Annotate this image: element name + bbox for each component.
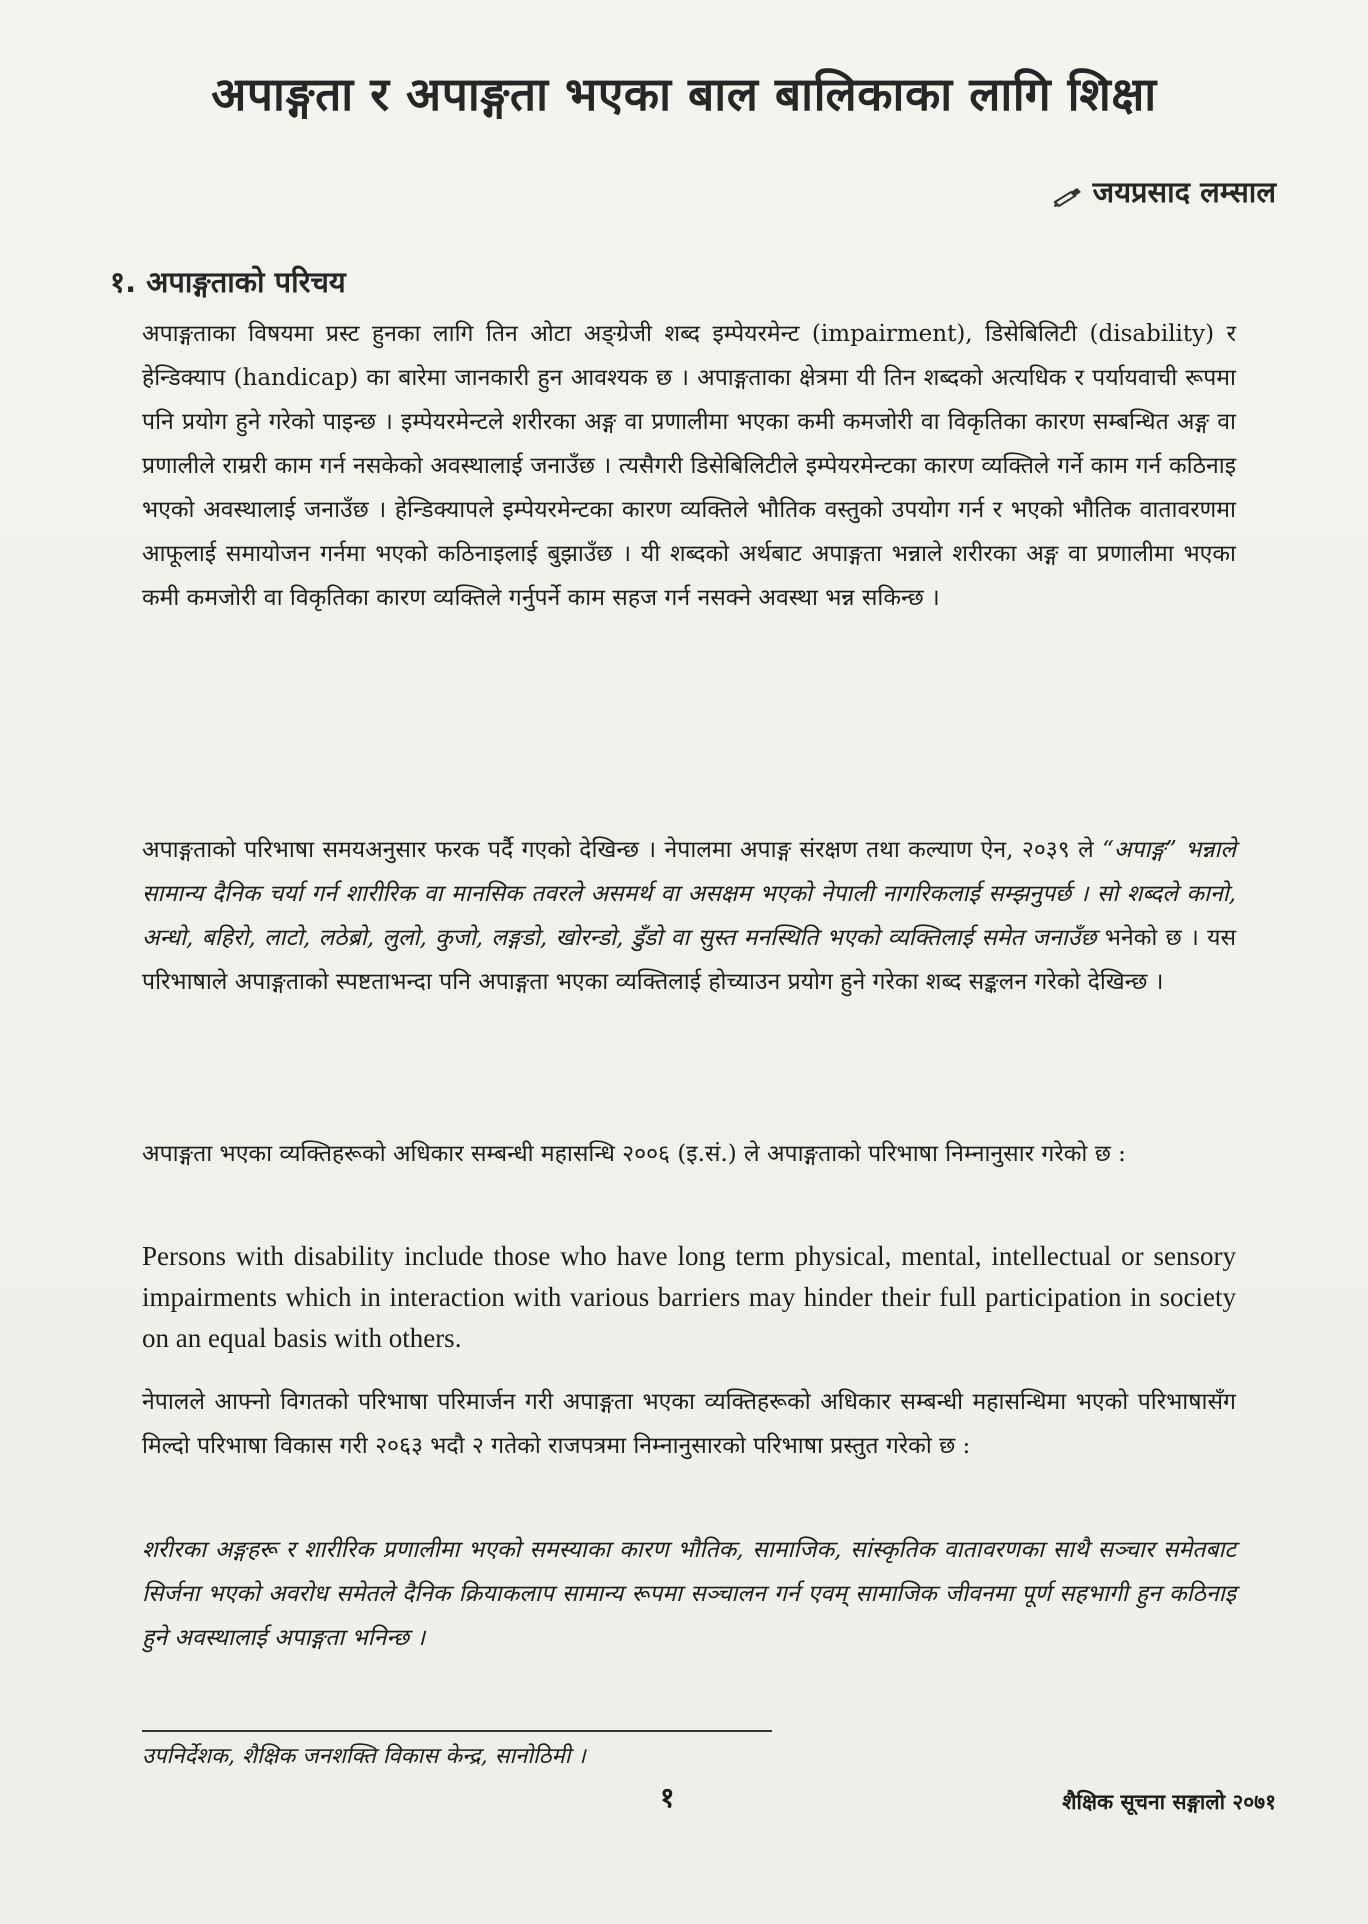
paragraph-4-english-quote: Persons with disability include those who have long term physical, mental, intellectual or sensory impairments which in interaction with various barriers may hinder their full participation in society on an equal basis with others. — [142, 1241, 1236, 1353]
journal-name: शैक्षिक सूचना सङ्गालो २०७१ — [1062, 1790, 1276, 1814]
paragraph-6-definition: शरीरका अङ्गहरू र शारीरिक प्रणालीमा भएको समस्याका कारण भौतिक, सामाजिक, सांस्कृतिक वातावरणका साथै सञ्चार समेतबाट सिर्जना भएको अवरोध समेतले दैनिक क्रियाकलाप सामान्य रूपमा सञ्चालन गर्न एवम् सामाजिक जीवनमा पूर्ण सहभागी हुन कठिनाइ हुने अवस्थालाई अपाङ्गता भनिन्छ । — [142, 1537, 1236, 1651]
paragraph-5: नेपालले आफ्नो विगतको परिभाषा परिमार्जन गरी अपाङ्गता भएका व्यक्तिहरूको अधिकार सम्बन्धी महासन्धिमा भएको परिभाषासँग मिल्दो परिभाषा विकास गरी २०६३ भदौ २ गतेको राजपत्रमा निम्नानुसारको परिभाषा प्रस्तुत गरेको छ : — [142, 1389, 1236, 1459]
section-heading: १. अपाङ्गताको परिचय — [110, 265, 346, 299]
author-name: जयप्रसाद लम्साल — [1092, 175, 1276, 209]
paragraph-1: अपाङ्गताका विषयमा प्रस्ट हुनका लागि तिन ओटा अङ्ग्रेजी शब्द इम्पेयरमेन्ट (impairment), डिसेबिलिटी (disability) र हेन्डिक्याप (handicap) का बारेमा जानकारी हुन आवश्यक छ । अपाङ्गताका क्षेत्रमा यी तिन शब्दको अत्यधिक र पर्यायवाची रूपमा पनि प्रयोग हुने गरेको पाइन्छ । इम्पेयरमेन्टले शरीरका अङ्ग वा प्रणालीमा भएका कमी कमजोरी वा विकृतिका कारण सम्बन्धित अङ्ग वा प्रणालीले राम्ररी काम गर्न नसकेको अवस्थालाई जनाउँछ । त्यसैगरी डिसेबिलिटीले इम्पेयरमेन्टका कारण व्यक्तिले गर्ने काम गर्न कठिनाइ भएको अवस्थालाई जनाउँछ । हेन्डिक्यापले इम्पेयरमेन्टका कारण व्यक्तिले भौतिक वस्तुको उपयोग गर्न र भएको भौतिक वातावरणमा आफूलाई समायोजन गर्नमा भएको कठिनाइलाई बुझाउँछ । यी शब्दको अर्थबाट अपाङ्गता भन्नाले शरीरका अङ्ग वा प्रणालीमा भएका कमी कमजोरी वा विकृतिका कारण व्यक्तिले गर्नुपर्ने काम सहज गर्न नसक्ने अवस्था भन्न सकिन्छ । — [142, 321, 1236, 611]
footnote-divider — [142, 1730, 772, 1732]
author-line — [1053, 172, 1276, 211]
paragraph-3: अपाङ्गता भएका व्यक्तिहरूको अधिकार सम्बन्धी महासन्धि २००६ (इ.सं.) ले अपाङ्गताको परिभाषा निम्नानुसार गरेको छ : — [142, 1141, 1126, 1167]
pen-icon — [1053, 181, 1083, 203]
paragraph-2 — [142, 828, 1236, 1004]
paragraph-2-quote: “अपाङ्ग” भन्नाले सामान्य दैनिक चर्या गर्न शारीरिक वा मानसिक तवरले असमर्थ वा असक्षम भएको नेपाली नागरिकलाई सम्झनुपर्छ । सो शब्दले कानो, अन्धो, बहिरो, लाटो, लठेब्रो, लुलो, कुजो, लङ्गडो, खोरन्डो, डुँडो वा सुस्त मनस्थिति भएको व्यक्तिलाई समेत जनाउँछ — [142, 837, 1236, 951]
paragraph-2-start: अपाङ्गताको परिभाषा समयअनुसार फरक पर्दै गएको देखिन्छ । नेपालमा अपाङ्ग संरक्षण तथा कल्याण ऐन, २०३९ ले — [142, 837, 1103, 863]
page-number: १ — [660, 1781, 675, 1814]
footnote: उपनिर्देशक, शैक्षिक जनशक्ति विकास केन्द्र, सानोठिमी । — [142, 1744, 586, 1769]
article-title: अपाङ्गता र अपाङ्गता भएका बाल बालिकाका लागि शिक्षा — [211, 67, 1157, 121]
paragraph-2-end: भनेको छ । यस परिभाषाले अपाङ्गताको स्पष्टताभन्दा पनि अपाङ्गता भएका व्यक्तिलाई होच्याउन प्रयोग हुने गरेका शब्द सङ्कलन गरेको देखिन्छ । — [142, 925, 1236, 995]
